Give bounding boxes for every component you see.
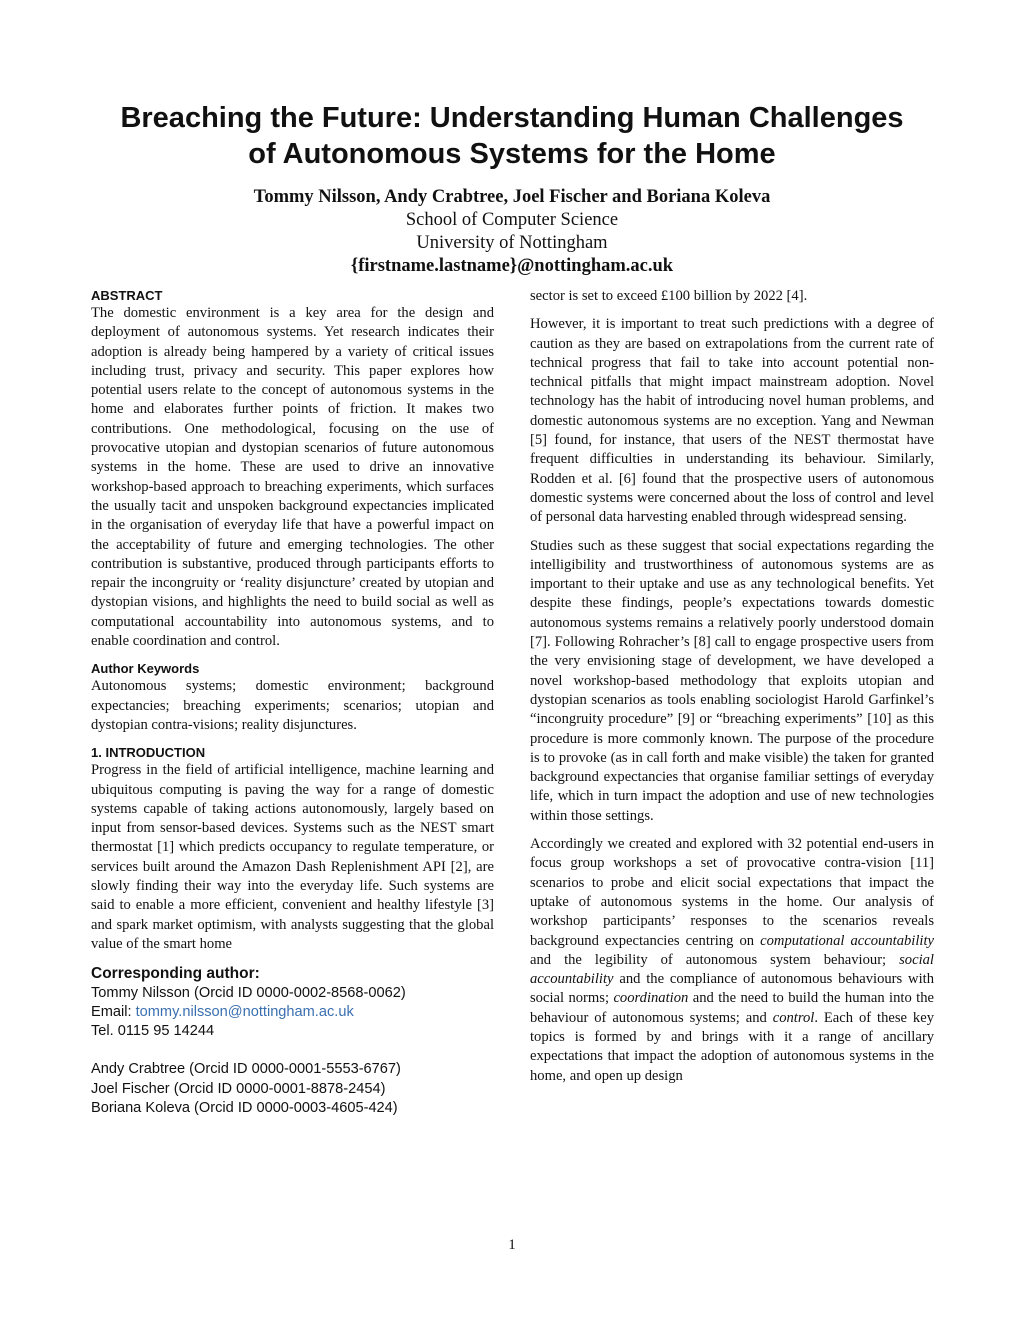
right-column (530, 287, 934, 1095)
corresponding-email-line (91, 1003, 494, 1022)
keywords-text: Autonomous systems; domestic environment; background expectancies; breaching experiments; scenarios; utopian and dystopian contra-visions; reality disjunctures. (91, 678, 494, 733)
title-line-2: of Autonomous Systems for the Home (248, 138, 776, 170)
corresponding-heading: Corresponding author: (91, 965, 260, 983)
emphasis: computational accountability (760, 932, 934, 949)
paper-title (60, 100, 964, 172)
emphasis: coordination (613, 990, 689, 1007)
email-label: Email: (91, 1003, 136, 1020)
abstract-text: The domestic environment is a key area for the design and deployment of autonomous systems. Yet research indicates their adoption is already being hampered by a variety of critical issues including trust, privacy and security. This paper explores how potential users relate to the concept of autonomous systems in the home and elaborates further points of friction. It makes two contributions. One methodological, focusing on the use of provocative utopian and dystopian scenarios of future autonomous systems in the home. These are used to drive an innovative workshop-based approach to breaching experiments, which surfaces the usually tacit and unspoken background expectancies implicated in the organisation of everyday life that have a powerful impact on the acceptability of future and emerging technologies. The other contribution is substantive, produced through participants efforts to repair the incongruity or ‘reality disjuncture’ created by utopian and dystopian visions, and highlights the need to build social as well as computational accountability into autonomous systems, and to enable coordination and control. (91, 305, 494, 650)
author-university: University of Nottingham (416, 233, 608, 253)
emphasis: control (772, 1009, 815, 1026)
title-line-1: Breaching the Future: Understanding Human Challenges (120, 102, 904, 134)
page-number: 1 (508, 1237, 516, 1253)
left-column (91, 287, 494, 1118)
author-school: School of Computer Science (405, 210, 619, 230)
coauthor-orcid: Joel Fischer (Orcid ID 0000-0001-8878-2454) (91, 1080, 386, 1097)
corresponding-tel: Tel. 0115 95 14244 (91, 1023, 215, 1040)
author-block (60, 186, 964, 278)
coauthor-orcid: Andy Crabtree (Orcid ID 0000-0001-5553-6767) (91, 1061, 401, 1078)
keywords-heading: Author Keywords (91, 661, 200, 677)
author-email: {firstname.lastname}@nottingham.ac.uk (350, 256, 674, 276)
introduction-text: Progress in the field of artificial intelligence, machine learning and ubiquitous computing is paving the way for a range of domestic systems capable of taking actions autonomously, largely based on input from sensor-based devices. Systems such as the NEST smart thermostat [1] which predicts occupancy to regulate temperature, or services built around the Amazon Dash Replenishment API [2], are slowly finding their way into the everyday life. Such systems are said to enable a more efficient, convenient and healthy lifestyle [3] and spark market optimism, with analysts suggesting that the global value of the smart home (91, 762, 494, 952)
email-link[interactable]: tommy.nilsson@nottingham.ac.uk (135, 1003, 354, 1020)
corresponding-author-block (91, 964, 494, 1118)
paragraph: However, it is important to treat such predictions with a degree of caution as they are based on extrapolations from the current rate of technical progress that fail to take into account potential non-technical pitfalls that might impact mainstream adoption. Novel technology has the habit of introducing novel human problems, and domestic autonomous systems are no exception. Yang and Newman [5] found, for instance, that users of the NEST thermostat have frequent difficulties in understanding its behaviour. Similarly, Rodden et al. [6] found that the prospective users of autonomous domestic systems were concerned about the loss of control and level of personal data harvesting enabled through widespread sensing. (530, 316, 934, 526)
coauthor-orcid: Boriana Koleva (Orcid ID 0000-0003-4605-424) (91, 1099, 398, 1116)
corresponding-orcid: Tommy Nilsson (Orcid ID 0000-0002-8568-0062) (91, 984, 406, 1001)
paragraph: sector is set to exceed £100 billion by 2022 [4]. (530, 288, 808, 304)
emphasis: social accountability (530, 951, 934, 988)
introduction-heading: 1. INTRODUCTION (91, 745, 206, 761)
paragraph: Accordingly we created and explored with 32 potential end-users in focus group workshops a set of provocative contra-vision [11] scenarios to probe and elicit social expectations that impact the uptake of autonomous systems in the home. Our analysis of workshop participants’ responses to the scenarios reveals background expectancies centring on computational accountability and the legibility of autonomous system behaviour; social accountability and the compliance of autonomous behaviours with social norms; coordination and the need to build the human into the behaviour of autonomous systems; and control. Each of these key topics is formed by and brings with it a range of ancillary expectations that impact the adoption of autonomous systems in the home, and open up design (530, 836, 934, 1084)
abstract-heading: ABSTRACT (91, 288, 163, 303)
paragraph: Studies such as these suggest that social expectations regarding the intelligibility and trustworthiness of autonomous systems are as important to their uptake and use as any technological benefits. Yet despite these findings, people’s expectations towards domestic autonomous systems remains a relatively poorly understood domain [7]. Following Rohracher’s [8] call to engage prospective users from the very envisioning stage of development, we have developed a novel workshop-based methodology that exploits utopian and dystopian scenarios as tools enabling sociologist Harold Garfinkel’s “incongruity procedure” [9] or “breaching experiments” [10] as this procedure is more commonly known. The purpose of the procedure is to provoke (as in call forth and make visible) the taken for granted background expectancies that organise familiar settings of everyday life, which in turn impact the adoption and use of new technologies within those settings. (530, 537, 934, 824)
author-names: Tommy Nilsson, Andy Crabtree, Joel Fischer and Boriana Koleva (253, 187, 771, 207)
